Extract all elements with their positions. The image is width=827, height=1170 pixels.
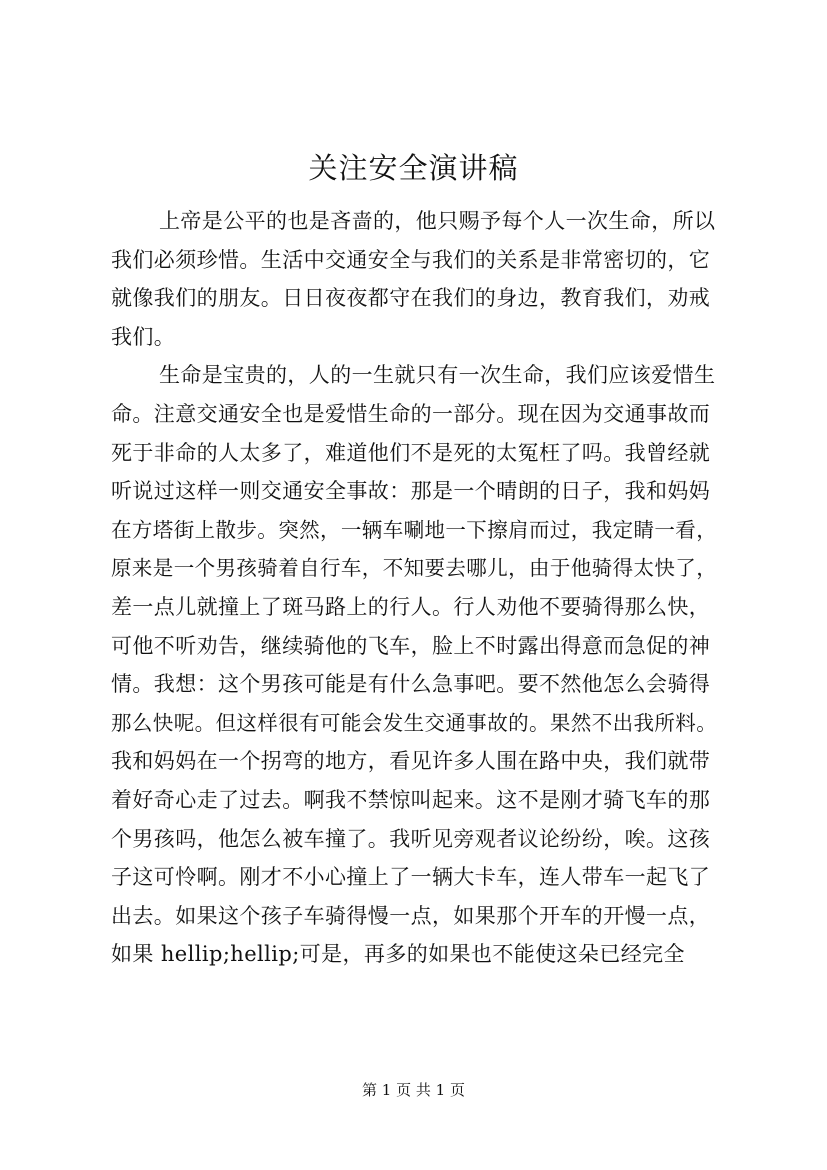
text-line: 我们。	[111, 324, 176, 349]
text-line: 子这可怜啊。刚才不小心撞上了一辆大卡车，连人带车一起飞了	[111, 865, 711, 890]
text-line: 我和妈妈在一个拐弯的地方，看见许多人围在路中央，我们就带	[111, 749, 711, 774]
text-line: 如果 hellip;hellip;可是，再多的如果也不能使这朵已经完全	[111, 942, 685, 967]
text-line: 可他不听劝告，继续骑他的飞车，脸上不时露出得意而急促的神	[111, 633, 711, 658]
text-line: 那么快呢。但这样很有可能会发生交通事故的。果然不出我所料。	[111, 710, 718, 735]
text-line: 生命是宝贵的，人的一生就只有一次生命，我们应该爱惜生	[159, 363, 716, 388]
text-line: 出去。如果这个孩子车骑得慢一点，如果那个开车的开慢一点，	[111, 903, 711, 928]
text-line: 我们必须珍惜。生活中交通安全与我们的关系是非常密切的，它	[111, 247, 711, 272]
text-line: 个男孩吗，他怎么被车撞了。我听见旁观者议论纷纷，唉。这孩	[111, 826, 711, 851]
document-body	[111, 202, 731, 974]
text-line: 着好奇心走了过去。啊我不禁惊叫起来。这不是刚才骑飞车的那	[111, 787, 711, 812]
text-line: 听说过这样一则交通安全事故：那是一个晴朗的日子，我和妈妈	[111, 479, 711, 504]
document-title: 关注安全演讲稿	[308, 151, 519, 185]
text-line: 死于非命的人太多了，难道他们不是死的太冤枉了吗。我曾经就	[111, 440, 711, 465]
text-line: 在方塔街上散步。突然，一辆车唰地一下擦肩而过，我定睛一看，	[111, 517, 718, 542]
text-line: 命。注意交通安全也是爱惜生命的一部分。现在因为交通事故而	[111, 401, 711, 426]
text-line: 原来是一个男孩骑着自行车，不知要去哪儿，由于他骑得太快了，	[111, 556, 718, 581]
text-line: 上帝是公平的也是吝啬的，他只赐予每个人一次生命，所以	[159, 209, 716, 233]
page-number-footer: 第 1 页 共 1 页	[362, 1081, 465, 1099]
text-line: 差一点儿就撞上了斑马路上的行人。行人劝他不要骑得那么快，	[111, 594, 711, 619]
text-line: 情。我想：这个男孩可能是有什么急事吧。要不然他怎么会骑得	[111, 672, 711, 697]
text-line: 就像我们的朋友。日日夜夜都守在我们的身边，教育我们，劝戒	[111, 286, 711, 311]
